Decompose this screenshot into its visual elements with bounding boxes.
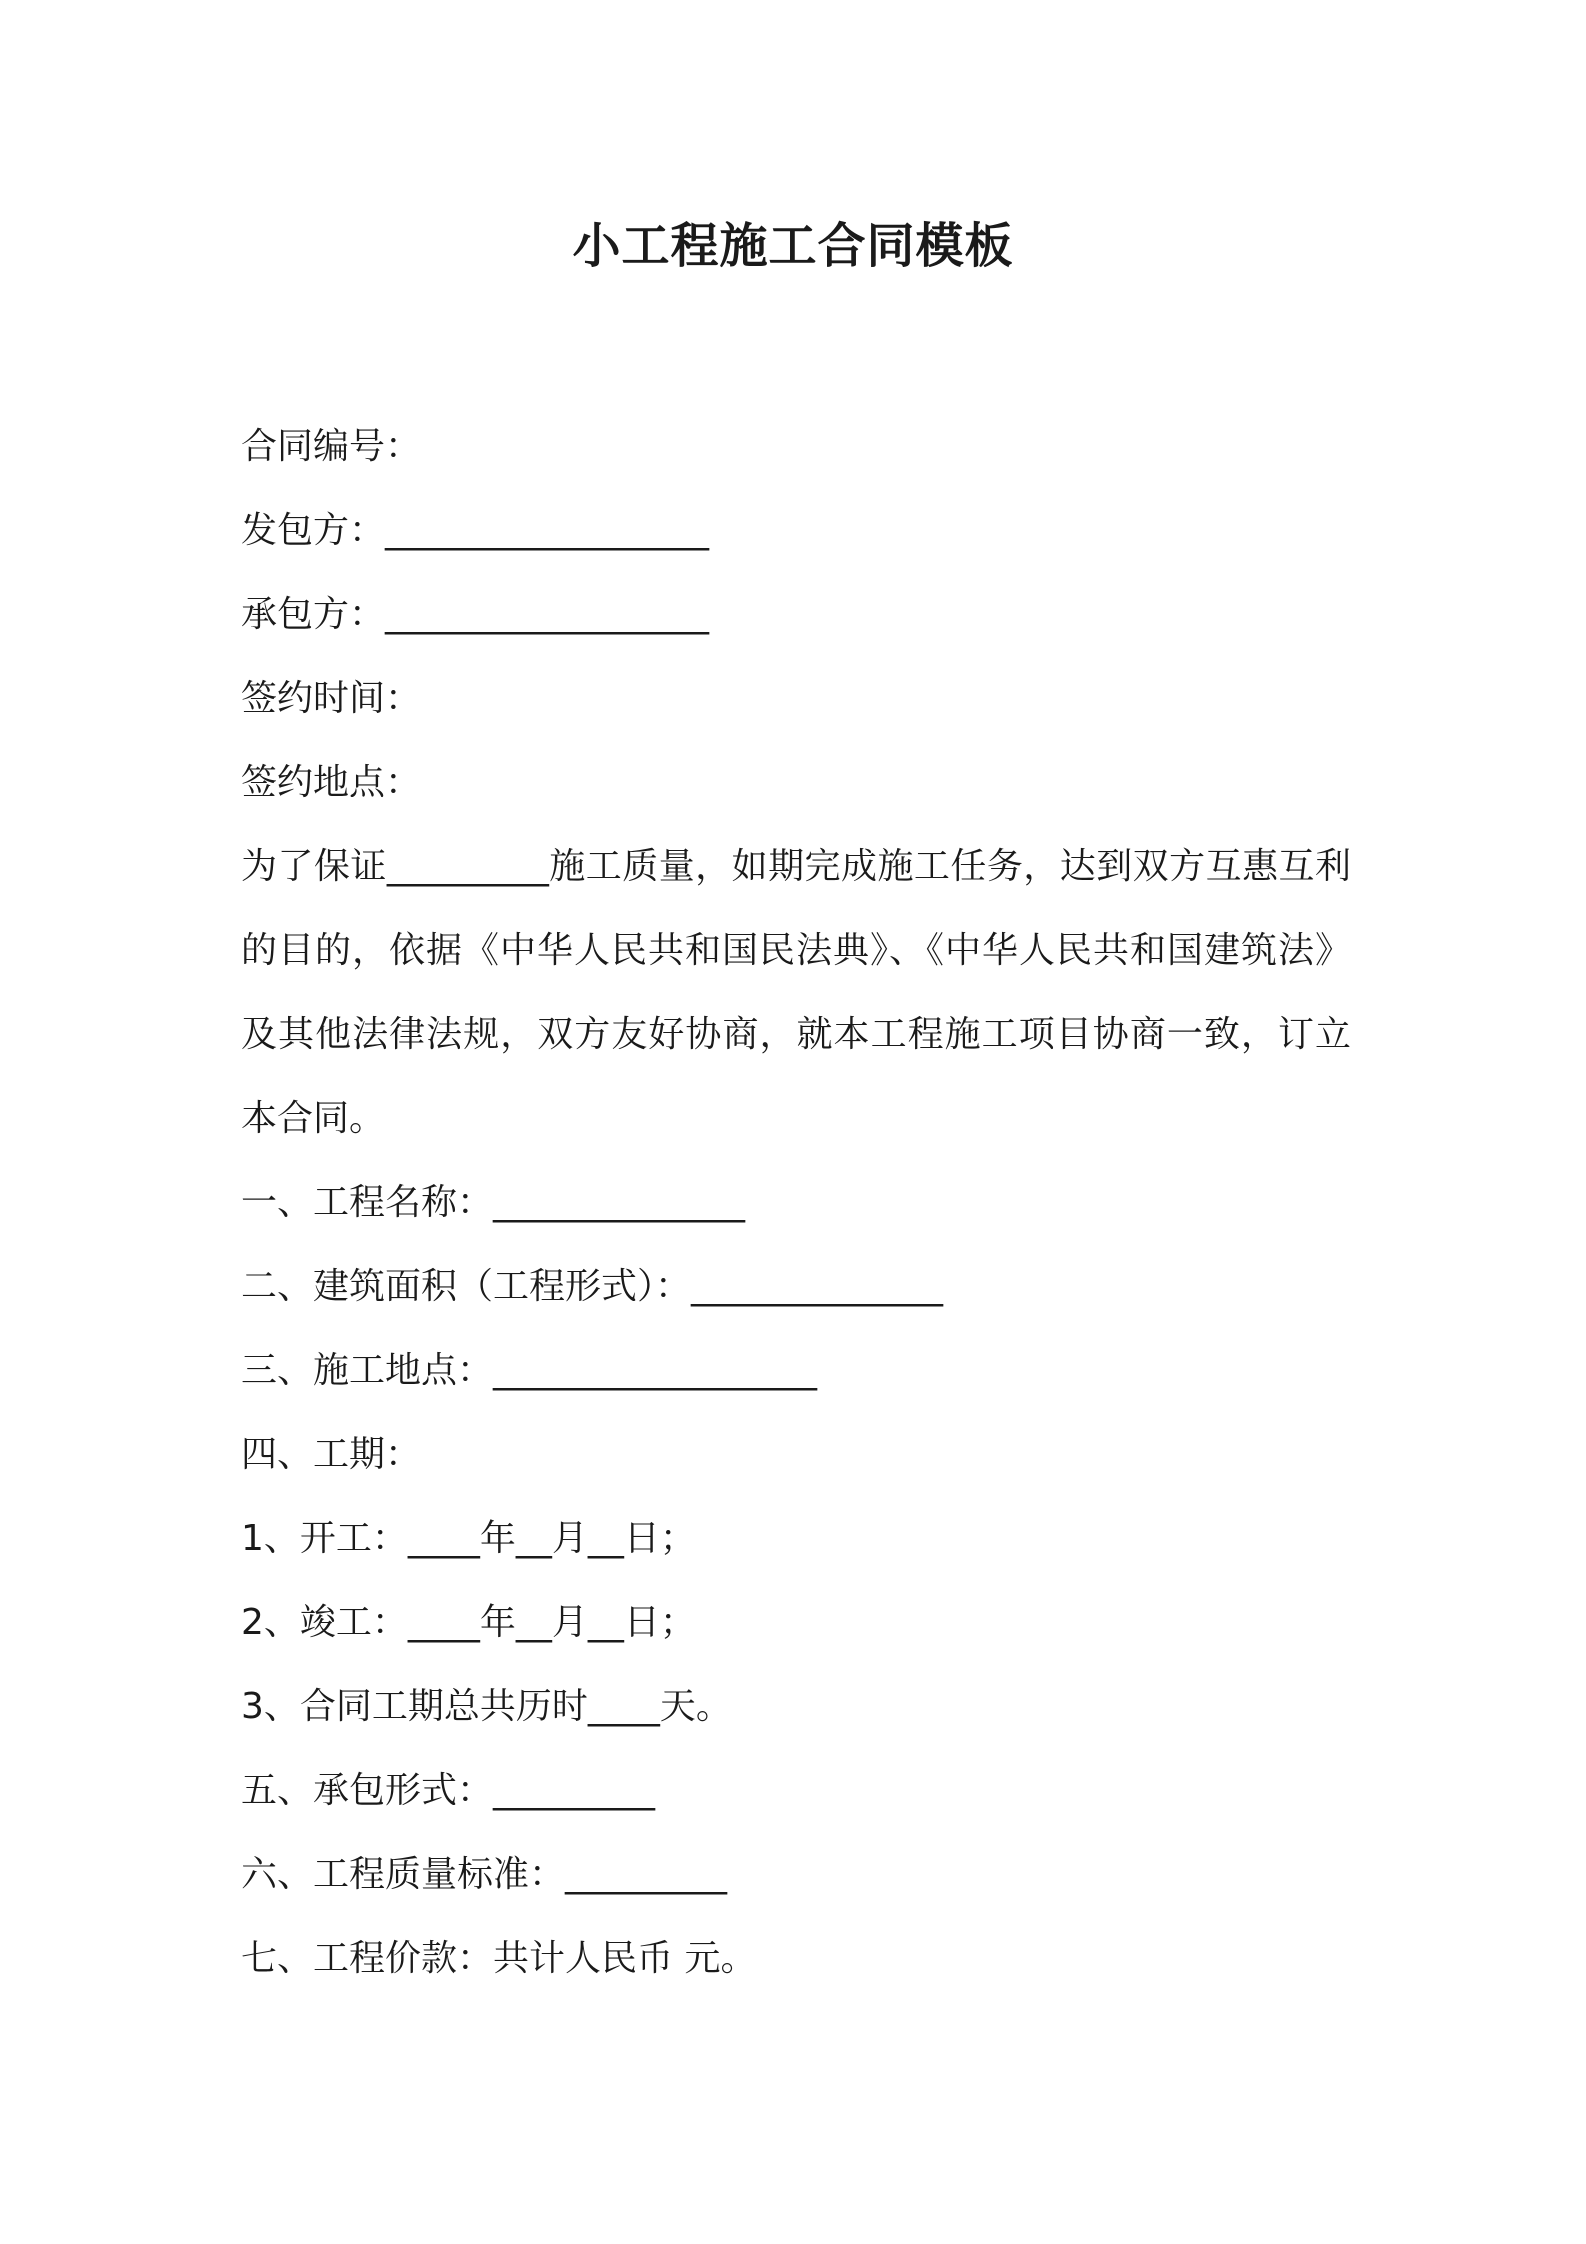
clause-quality-standard: 六、工程质量标准：_________ bbox=[241, 1854, 728, 1895]
clause-completion-date: 2、竣工：____年__月__日； bbox=[241, 1602, 696, 1643]
clause-schedule: 四、工期： bbox=[241, 1434, 422, 1475]
contractor-field: 承包方：__________________ bbox=[241, 594, 710, 635]
clause-construction-site: 三、施工地点：__________________ bbox=[241, 1350, 818, 1391]
intro-paragraph: 为了保证_________施工质量，如期完成施工任务，达到双方互惠互利的目的，依据《中华人民共和国民法典》、《中华人民共和国建筑法》及其他法律法规，双方友好协商，就本工程施工项目协商一致，订立本合同。 bbox=[241, 846, 1351, 1139]
clause-project-name: 一、工程名称：______________ bbox=[241, 1182, 746, 1223]
clause-start-date: 1、开工：____年__月__日； bbox=[241, 1518, 696, 1559]
clause-contract-form: 五、承包形式：_________ bbox=[241, 1770, 656, 1811]
clause-contract-price: 七、工程价款：共计人民币 元。 bbox=[241, 1938, 757, 1979]
signing-place-field: 签约地点： bbox=[241, 762, 422, 803]
document-title: 小工程施工合同模板 bbox=[572, 218, 1014, 274]
clause-building-area: 二、建筑面积（工程形式）：______________ bbox=[241, 1266, 944, 1307]
clause-total-duration: 3、合同工期总共历时____天。 bbox=[241, 1686, 732, 1727]
document-body bbox=[241, 405, 1351, 2001]
employer-field: 发包方：__________________ bbox=[241, 510, 710, 551]
signing-time-field: 签约时间： bbox=[241, 678, 422, 719]
contract-number-field: 合同编号： bbox=[241, 426, 422, 467]
